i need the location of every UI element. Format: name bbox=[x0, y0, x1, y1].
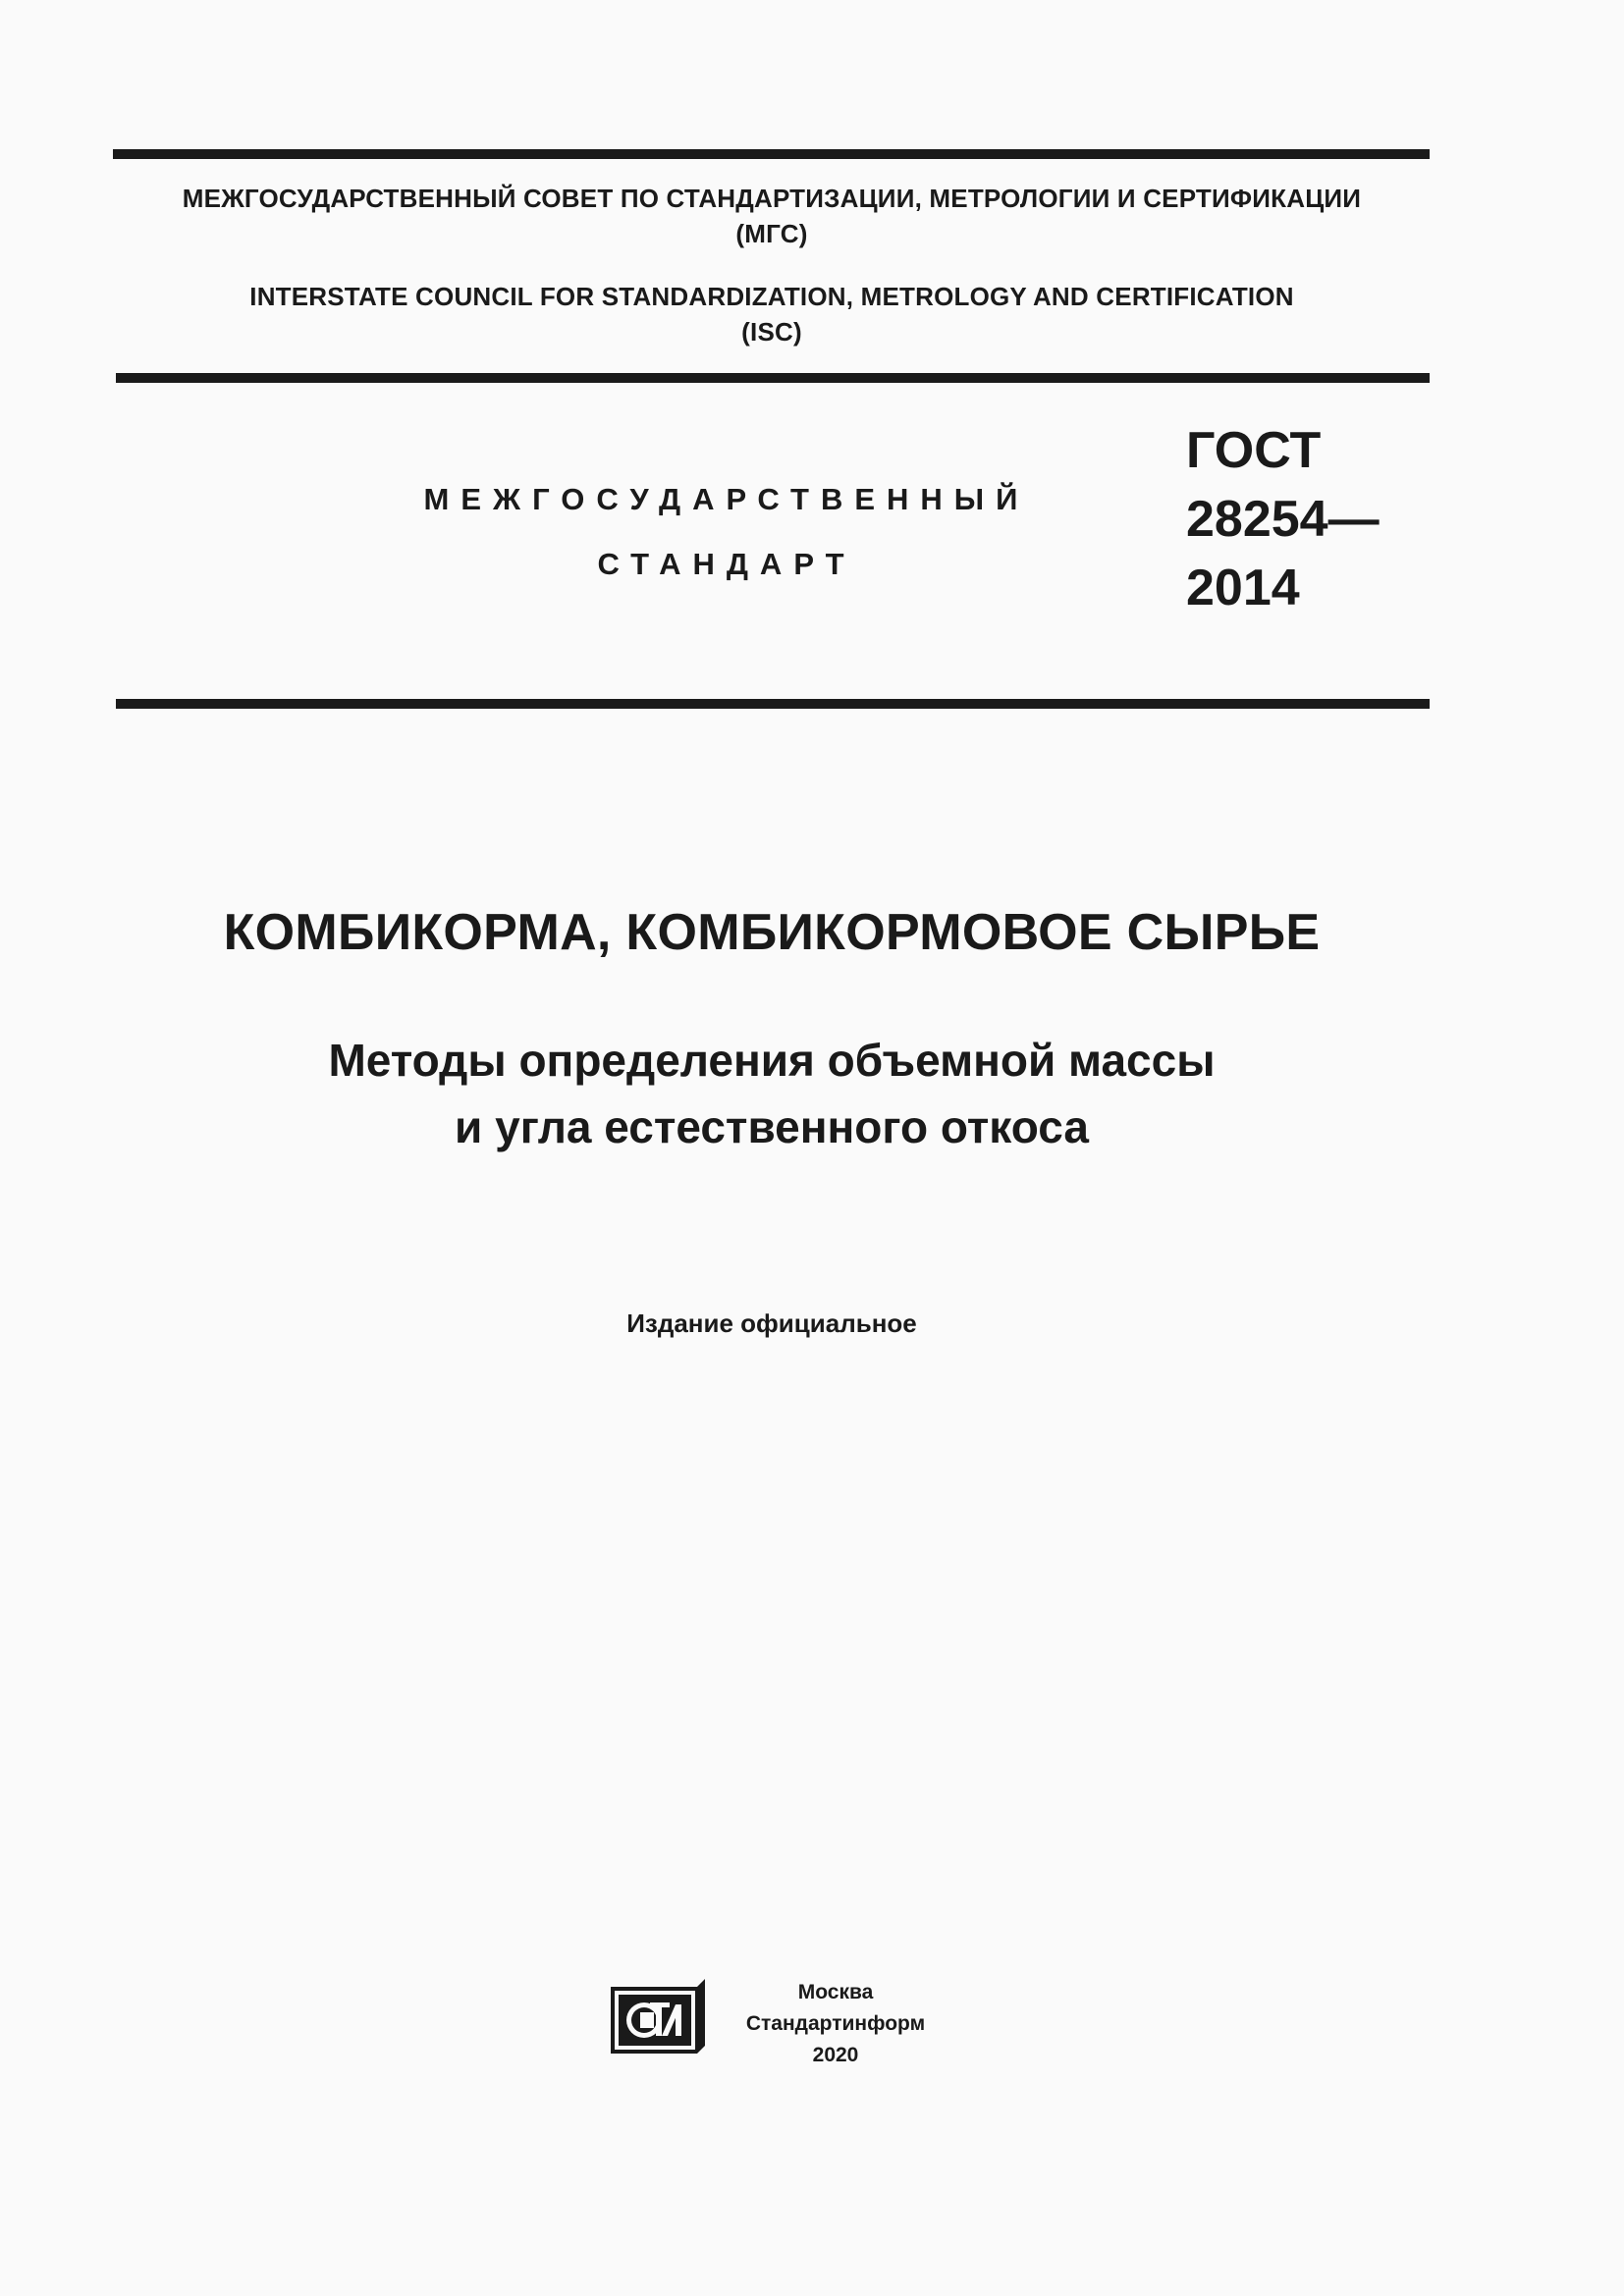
gost-label: ГОСТ bbox=[1186, 422, 1322, 479]
middle-divider bbox=[116, 373, 1430, 383]
standard-type-line1: МЕЖГОСУДАРСТВЕННЫЙ bbox=[423, 482, 1030, 516]
council-abbr-ru: (МГС) bbox=[735, 219, 808, 248]
edition-note: Издание официальное bbox=[626, 1308, 917, 1338]
document-subtitle bbox=[114, 1027, 1430, 1160]
top-divider bbox=[113, 149, 1430, 159]
council-name-en bbox=[114, 279, 1430, 349]
gost-designation bbox=[1186, 416, 1380, 622]
publisher-city: Москва bbox=[797, 1981, 874, 2003]
standard-type bbox=[422, 467, 1031, 597]
document-subtitle-line2: и угла естественного откоса bbox=[455, 1101, 1089, 1152]
gost-year: 2014 bbox=[1186, 560, 1300, 616]
document-title: КОМБИКОРМА, КОМБИКОРМОВОЕ СЫРЬЕ bbox=[223, 904, 1321, 961]
publisher-info bbox=[723, 1977, 948, 2071]
publisher-year: 2020 bbox=[812, 2044, 859, 2066]
publisher-name: Стандартинформ bbox=[745, 2012, 926, 2035]
council-name-ru-line1: МЕЖГОСУДАРСТВЕННЫЙ СОВЕТ ПО СТАНДАРТИЗАЦИИ, МЕТРОЛОГИИ И СЕРТИФИКАЦИИ bbox=[182, 184, 1362, 213]
standartinform-logo-icon bbox=[611, 1979, 705, 2054]
council-name-ru bbox=[114, 181, 1430, 251]
council-abbr-en: (ISC) bbox=[741, 317, 802, 347]
bottom-divider bbox=[116, 699, 1430, 709]
gost-number: 28254— bbox=[1186, 491, 1380, 548]
council-name-en-line1: INTERSTATE COUNCIL FOR STANDARDIZATION, METROLOGY AND CERTIFICATION bbox=[249, 282, 1294, 311]
document-subtitle-line1: Методы определения объемной массы bbox=[328, 1035, 1216, 1086]
standard-type-line2: СТАНДАРТ bbox=[597, 547, 856, 581]
